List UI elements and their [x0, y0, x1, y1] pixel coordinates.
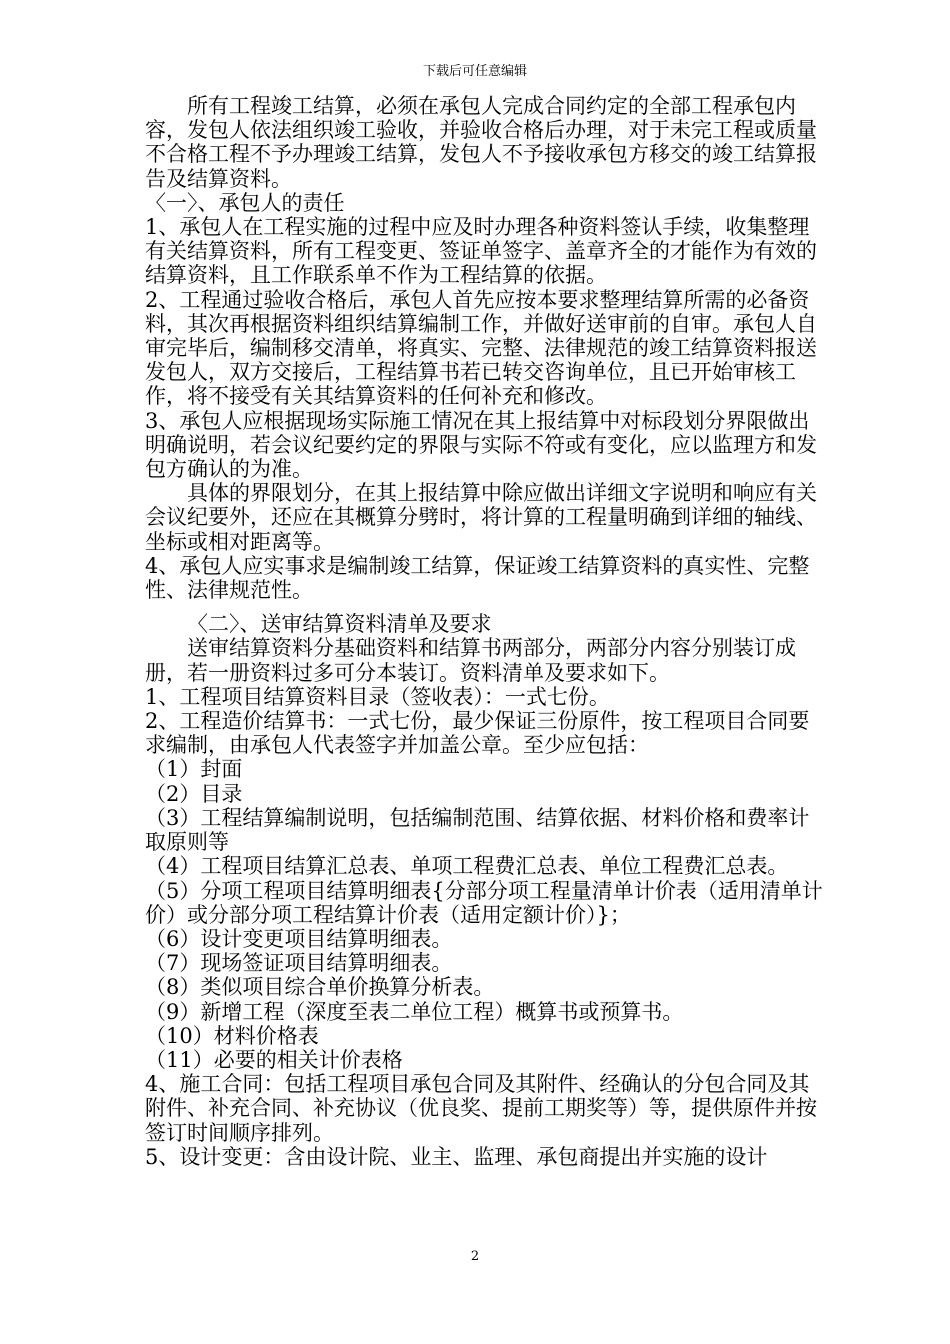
list-item: 1、工程项目结算资料目录（签收表）：一式七份。	[145, 684, 610, 709]
sub-list-item: （1）封面	[145, 757, 243, 782]
sub-list-item: （6）设计变更项目结算明细表。	[145, 926, 453, 951]
list-item: 4、承包人应实事求是编制竣工结算，保证竣工结算资料的真实性、完整性、法律规范性。	[145, 553, 810, 603]
document-body	[145, 94, 825, 1169]
sub-list-item: （11）必要的相关计价表格	[145, 1047, 403, 1072]
sub-list-item: （9）新增工程（深度至表二单位工程）概算书或预算书。	[145, 999, 684, 1024]
list-item: 3、承包人应根据现场实际施工情况在其上报结算中对标段划分界限做出明确说明，若会议纪要约定的界限与实际不符或有变化，应以监理方和发包方确认的为准。	[145, 408, 817, 482]
sub-list-item: （7）现场签证项目结算明细表。	[145, 951, 453, 976]
paragraph: 送审结算资料分基础资料和结算书两部分，两部分内容分别装订成册，若一册资料过多可分本装订。资料清单及要求如下。	[145, 636, 796, 685]
section-heading-submission-list: 〈二〉、送审结算资料清单及要求	[187, 612, 492, 637]
sub-list-item: （10）材料价格表	[145, 1023, 319, 1048]
sub-list-item: （5）分项工程项目结算明细表{分部分项工程量清单计价表（适用清单计价）或分部分项工程结算计价表（适用定额计价）}；	[145, 878, 823, 927]
intro-paragraph: 所有工程竣工结算，必须在承包人完成合同约定的全部工程承包内容，发包人依法组织竣工验收，并验收合格后办理，对于未完工程或质量不合格工程不予办理竣工结算，发包人不予接收承包方移交的竣工结算报告及结算资料。	[145, 94, 817, 191]
page-number: 2	[470, 1249, 480, 1264]
list-item: 5、设计变更：含由设计院、业主、监理、承包商提出并实施的设计	[145, 1144, 768, 1169]
sub-list-item: （4）工程项目结算汇总表、单项工程费汇总表、单位工程费汇总表。	[145, 854, 789, 879]
list-item: 1、承包人在工程实施的过程中应及时办理各种资料签认手续，收集整理有关结算资料，所有工程变更、签证单签字、盖章齐全的才能作为有效的结算资料，且工作联系单不作为工程结算的依据。	[145, 215, 817, 288]
list-item: 2、工程通过验收合格后，承包人首先应按本要求整理结算所需的必备资料，其次再根据资料组织结算编制工作，并做好送审前的自审。承包人自审完毕后，编制移交清单，将真实、完整、法律规范的竣工结算资料报送发包人，双方交接后，工程结算书若已转交咨询单位，且已开始审核工作，将不接受有关其结算资料的任何补充和修改。	[145, 287, 817, 409]
paragraph: 具体的界限划分，在其上报结算中除应做出详细文字说明和响应有关会议纪要外，还应在其概算分劈时，将计算的工程量明确到详细的轴线、坐标或相对距离等。	[145, 481, 817, 554]
list-item: 2、工程造价结算书：一式七份，最少保证三份原件，按工程项目合同要求编制，由承包人代表签字并加盖公章。至少应包括：	[145, 709, 810, 758]
page-header: 下载后可任意编辑	[422, 64, 527, 79]
list-item: 4、施工合同：包括工程项目承包合同及其附件、经确认的分包合同及其附件、补充合同、补充协议（优良奖、提前工期奖等）等，提供原件并按签订时间顺序排列。	[145, 1072, 817, 1145]
sub-list-item: （2）目录	[145, 781, 243, 806]
sub-list-item: （8）类似项目综合单价换算分析表。	[145, 975, 495, 1000]
sub-list-item: （3）工程结算编制说明，包括编制范围、结算依据、材料价格和费率计取原则等	[145, 805, 810, 855]
section-heading-contractor-responsibility: 〈一〉、承包人的责任	[145, 190, 345, 215]
